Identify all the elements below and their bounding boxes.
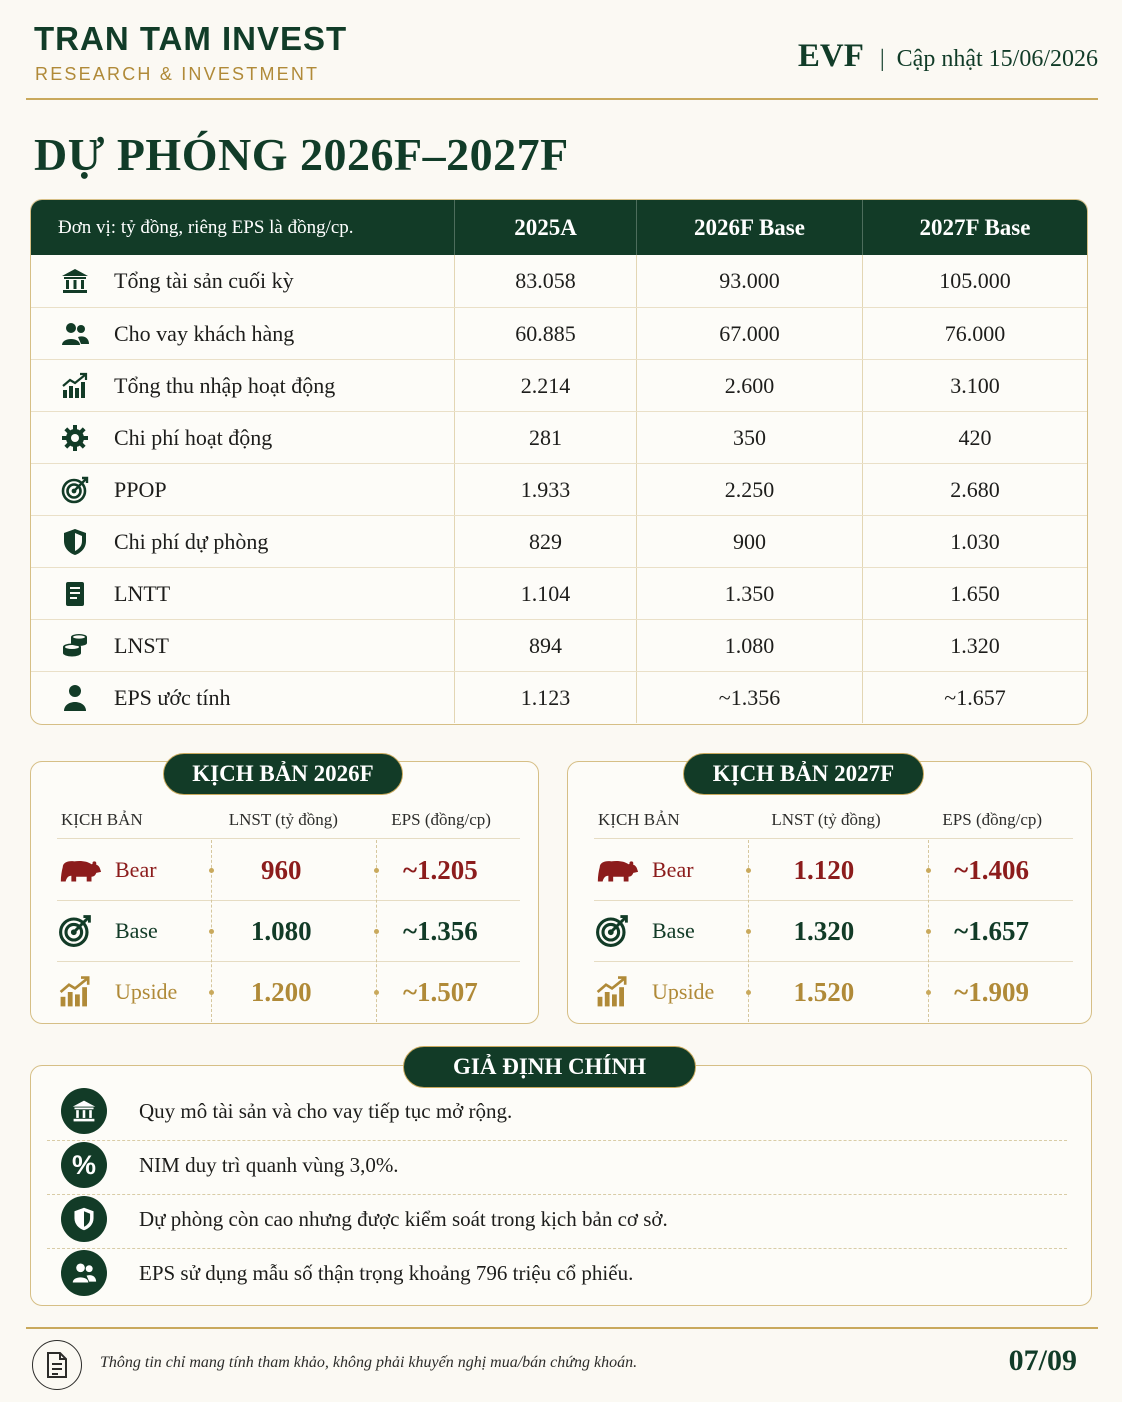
update-date: Cập nhật 15/06/2026 [896,46,1098,72]
value-2027f: 1.320 [862,620,1087,671]
scenario-name-cell [57,912,202,950]
divider-dot [374,868,379,873]
scenario-box-2026f [30,761,539,1024]
scenario-name: Upside [652,979,715,1004]
scenario-eps: ~1.205 [403,854,478,885]
value-2025a: 2.214 [454,360,636,411]
value-2025a: 60.885 [454,308,636,359]
bear-icon [594,851,642,889]
scenario-row-base [57,901,520,961]
row-label: PPOP [114,476,167,502]
col-header-scenario: KỊCH BẢN [61,810,143,829]
value-2026f: 93.000 [636,255,862,307]
divider-dot [926,990,931,995]
value-2027f: 420 [862,412,1087,463]
value-2027f: ~1.657 [862,672,1087,723]
divider-dot [746,990,751,995]
value-2027f: 1.030 [862,516,1087,567]
header-meta [798,38,1098,75]
assumption-item [61,1084,1067,1138]
assumption-text: NIM duy trì quanh vùng 3,0%. [139,1152,399,1177]
scenario-lnst: 1.520 [793,976,855,1007]
scenario-name-cell [594,851,738,889]
target-icon [57,912,105,950]
assumption-text: EPS sử dụng mẫu số thận trọng khoảng 796 triệu cổ phiếu. [139,1260,634,1285]
value-2027f: 76.000 [862,308,1087,359]
scenario-eps: ~1.406 [954,854,1029,885]
disclaimer-text: Thông tin chỉ mang tính tham khảo, không phải khuyến nghị mua/bán chứng khoán. [100,1354,638,1371]
table-row [31,671,1087,723]
scenario-name: Bear [652,857,694,882]
row-label-cell [31,360,454,411]
value-2025a: 1.123 [454,672,636,723]
assumption-text: Quy mô tài sản và cho vay tiếp tục mở rộng. [139,1098,513,1123]
target-icon [58,473,92,507]
growth-chart-icon [594,973,642,1011]
page-number: 07/09 [1008,1344,1077,1377]
assumptions-box [30,1054,1092,1306]
assumptions-title: GIẢ ĐỊNH CHÍNH [403,1046,696,1088]
percent-icon [61,1142,107,1188]
scenario-lnst: 1.200 [250,976,312,1007]
table-row [31,255,1087,307]
row-label: Tổng thu nhập hoạt động [114,372,336,398]
divider-dot [926,868,931,873]
divider-dot [209,929,214,934]
header-divider [57,838,520,839]
value-2026f: 1.350 [636,568,862,619]
row-label: LNTT [114,580,171,606]
row-label: Cho vay khách hàng [114,320,295,346]
scenario-row-base [594,901,1073,961]
table-row [31,411,1087,463]
table-row [31,515,1087,567]
col-header-eps: EPS (đồng/cp) [942,810,1043,829]
row-label-cell [31,568,454,619]
ticker-symbol: EVF [797,38,864,74]
table-row [31,619,1087,671]
bear-icon [57,851,105,889]
assumption-item [61,1138,1067,1192]
scenario-row-upside [57,962,520,1022]
scenario-name: Base [115,918,158,943]
divider-dot [374,990,379,995]
header-separator: | [879,46,885,72]
scenario-name-cell [594,973,738,1011]
page-header [34,20,1098,98]
footer-divider [26,1327,1098,1329]
scenario-name-cell [594,912,738,950]
forecast-table [30,199,1088,725]
scenario-eps: ~1.356 [403,915,478,946]
value-2026f: 900 [636,516,862,567]
column-header-2027f: 2027F Base [862,200,1087,255]
row-label-cell [31,516,454,567]
row-label-cell [31,464,454,515]
scenario-name: Upside [115,979,178,1004]
person-icon [58,681,92,715]
document-icon [32,1340,82,1390]
row-label: Tổng tài sản cuối kỳ [114,268,294,293]
scenario-lnst: 1.080 [250,915,312,946]
value-2027f: 105.000 [862,255,1087,307]
scenario-name-cell [57,973,202,1011]
header-divider [594,838,1073,839]
value-2026f: 1.080 [636,620,862,671]
scenario-name: Base [652,918,695,943]
row-label-cell [31,308,454,359]
value-2027f: 3.100 [862,360,1087,411]
divider-dot [209,990,214,995]
percent-symbol: % [71,1149,96,1180]
unit-note: Đơn vị: tỷ đồng, riêng EPS là đồng/cp. [58,216,354,238]
row-label: Chi phí hoạt động [114,424,273,450]
assumption-text: Dự phòng còn cao nhưng được kiểm soát trong kịch bản cơ sở. [139,1206,668,1231]
column-header-2026f: 2026F Base [636,200,862,255]
col-header-scenario: KỊCH BẢN [598,810,680,829]
divider-dot [926,929,931,934]
row-label-cell [31,255,454,307]
scenario-row-bear [57,840,520,900]
table-header-row [31,200,1087,255]
row-label-cell [31,412,454,463]
row-label-cell [31,620,454,671]
users-icon [61,1250,107,1296]
row-label: Chi phí dự phòng [114,528,269,554]
value-2025a: 83.058 [454,255,636,307]
row-label: LNST [114,632,169,658]
value-2025a: 829 [454,516,636,567]
row-label-cell [31,672,454,723]
scenario-eps: ~1.657 [954,915,1029,946]
scenario-eps: ~1.909 [954,976,1029,1007]
target-icon [594,912,642,950]
value-2025a: 1.933 [454,464,636,515]
shield-icon [58,525,92,559]
value-2026f: 2.600 [636,360,862,411]
bank-icon [61,1088,107,1134]
coins-icon [58,629,92,663]
value-2025a: 281 [454,412,636,463]
table-body [31,255,1087,723]
users-icon [58,317,92,351]
row-label: EPS ước tính [114,684,231,710]
brand-name: TRAN TAM INVEST [34,20,348,57]
scenario-lnst: 960 [261,854,302,885]
gear-icon [58,421,92,455]
header-divider [26,98,1098,100]
scenario-column-headers [598,810,1073,830]
divider-dot [746,929,751,934]
scenario-name: Bear [115,857,157,882]
scenario-eps: ~1.507 [403,976,478,1007]
scenario-row-upside [594,962,1073,1022]
assumption-item [61,1192,1067,1246]
scenario-box-2027f [567,761,1092,1024]
table-row [31,359,1087,411]
value-2026f: 350 [636,412,862,463]
value-2026f: 67.000 [636,308,862,359]
bank-icon [58,264,92,298]
col-header-eps: EPS (đồng/cp) [391,810,491,829]
divider-dot [374,929,379,934]
document-icon [58,577,92,611]
table-row [31,463,1087,515]
column-header-2025a: 2025A [454,200,636,255]
scenario-title-2026f: KỊCH BẢN 2026F [163,753,403,795]
scenario-name-cell [57,851,202,889]
value-2026f: ~1.356 [636,672,862,723]
value-2025a: 894 [454,620,636,671]
col-header-lnst: LNST (tỷ đồng) [228,810,338,829]
shield-icon [61,1196,107,1242]
table-row [31,307,1087,359]
divider-dot [209,868,214,873]
value-2026f: 2.250 [636,464,862,515]
growth-chart-icon [58,369,92,403]
scenario-title-2027f: KỊCH BẢN 2027F [683,753,924,795]
growth-chart-icon [57,973,105,1011]
col-header-lnst: LNST (tỷ đồng) [771,810,881,829]
table-row [31,567,1087,619]
value-2025a: 1.104 [454,568,636,619]
value-2027f: 1.650 [862,568,1087,619]
page-title: DỰ PHÓNG 2026F–2027F [34,129,569,180]
value-2027f: 2.680 [862,464,1087,515]
scenario-lnst: 1.320 [793,915,855,946]
scenario-column-headers [61,810,520,830]
assumption-item [61,1246,1067,1300]
divider-dot [746,868,751,873]
brand-tagline: RESEARCH & INVESTMENT [35,64,320,84]
scenario-lnst: 1.120 [793,854,855,885]
scenario-row-bear [594,840,1073,900]
